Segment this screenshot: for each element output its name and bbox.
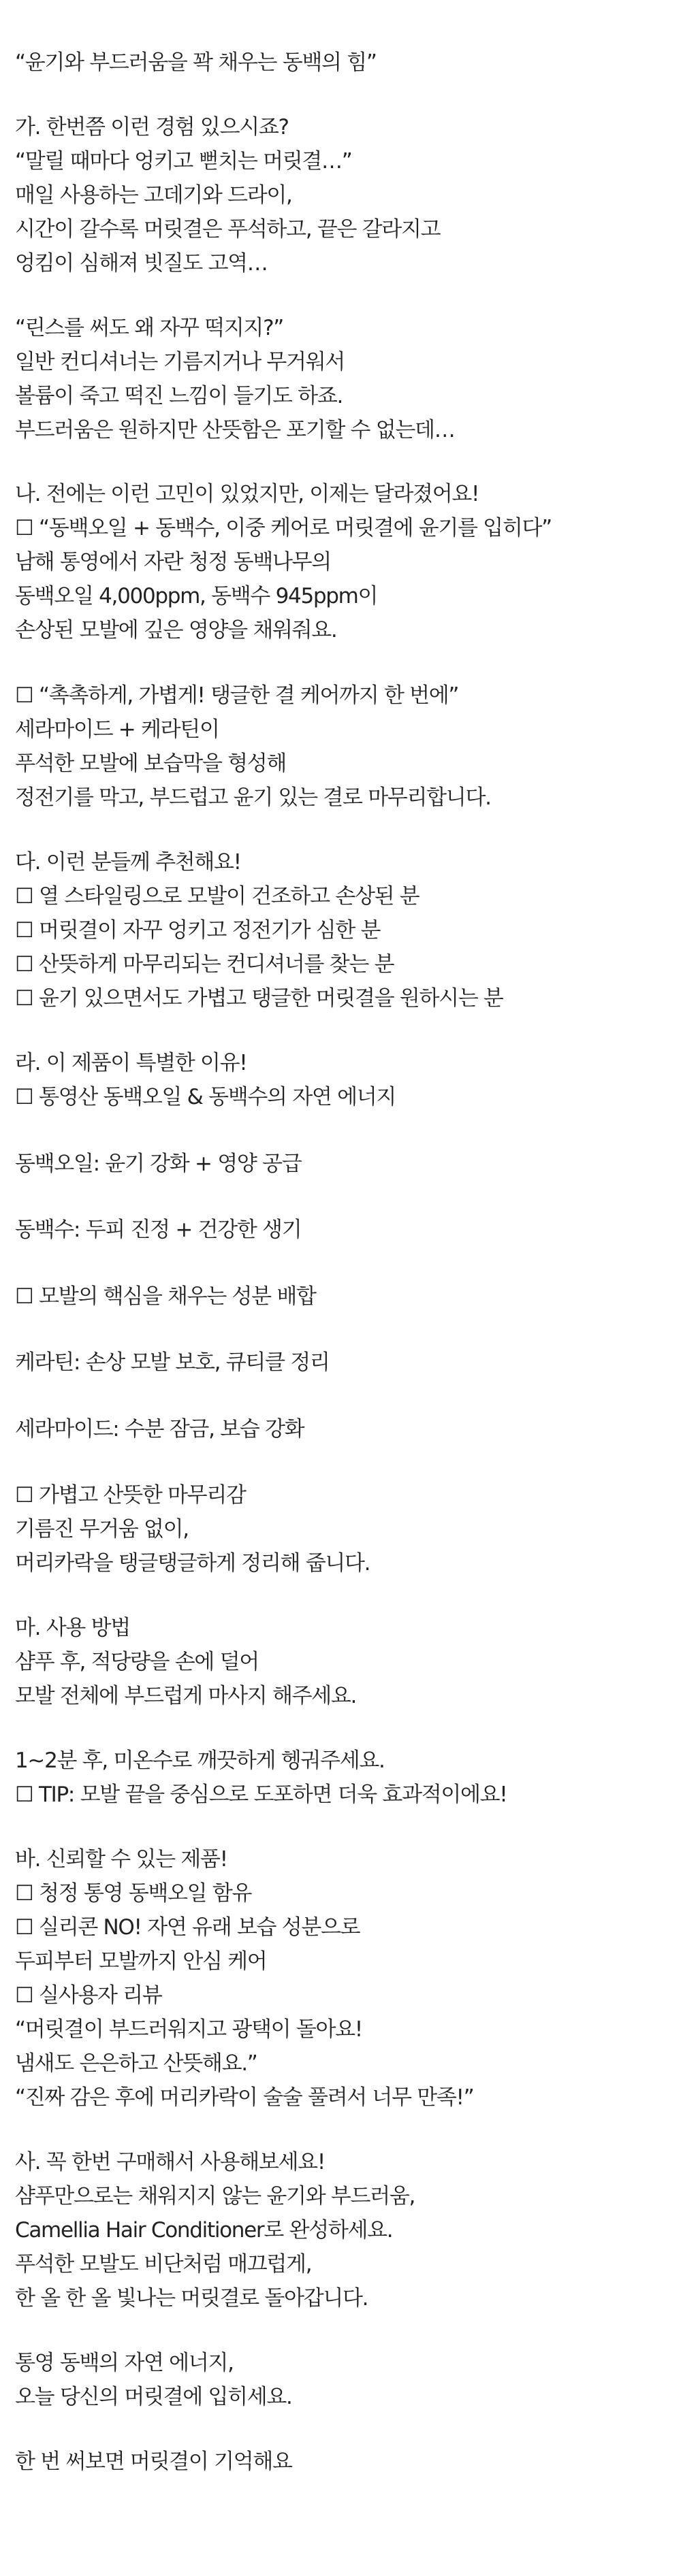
body-line: 일반 컨디셔너는 기름지거나 무거워서 xyxy=(15,350,345,374)
body-line: 푸석한 모발에 보습막을 형성해 xyxy=(15,751,287,776)
closing-line: 오늘 당신의 머릿결에 입히세요. xyxy=(15,2385,292,2409)
checkbox-item: ☐ 머릿결이 자꾸 엉키고 정전기가 심한 분 xyxy=(15,918,381,943)
body-line: 샴푸 후, 적당량을 손에 덜어 xyxy=(15,1650,259,1674)
tip-line: ☐ TIP: 모발 끝을 중심으로 도포하면 더욱 효과적이에요! xyxy=(15,1782,507,1807)
body-line: “린스를 써도 왜 자꾸 떡지지?” xyxy=(15,316,283,340)
body-line: 볼륨이 죽고 떡진 느낌이 들기도 하죠. xyxy=(15,384,343,408)
section-heading-na: 나. 전에는 이런 고민이 있었지만, 이제는 달라졌어요! xyxy=(15,482,479,506)
section-heading-ma: 마. 사용 방법 xyxy=(15,1616,130,1640)
checkbox-item: ☐ “동백오일 + 동백수, 이중 케어로 머릿결에 윤기를 입히다” xyxy=(15,516,552,540)
body-line: 엉킴이 심해져 빗질도 고역… xyxy=(15,251,268,276)
body-line: 모발 전체에 부드럽게 마사지 해주세요. xyxy=(15,1684,357,1708)
body-line: 손상된 모발에 깊은 영양을 채워줘요. xyxy=(15,618,337,642)
body-line: 시간이 갈수록 머릿결은 푸석하고, 끝은 갈라지고 xyxy=(15,217,441,242)
body-line: 기름진 무거움 없이, xyxy=(15,1517,189,1542)
closing-tagline: 한 번 써보면 머릿결이 기억해요 xyxy=(15,2449,292,2474)
body-line: 정전기를 막고, 부드럽고 윤기 있는 결로 마무리합니다. xyxy=(15,785,491,810)
section-heading-ga: 가. 한번쯤 이런 경험 있으시죠? xyxy=(15,115,289,140)
ingredient-line: 동백수: 두피 진정 + 건강한 생기 xyxy=(15,1218,302,1242)
body-line: 샴푸만으로는 채워지지 않는 윤기와 부드러움, xyxy=(15,2184,415,2208)
closing-line: 통영 동백의 자연 에너지, xyxy=(15,2351,234,2375)
checkbox-item: ☐ 열 스타일링으로 모발이 건조하고 손상된 분 xyxy=(15,884,419,909)
checkbox-item: ☐ “촉촉하게, 가볍게! 탱글한 결 케어까지 한 번에” xyxy=(15,683,459,708)
section-heading-ra: 라. 이 제품이 특별한 이유! xyxy=(15,1051,247,1075)
body-line: Camellia Hair Conditioner로 완성하세요. xyxy=(15,2218,393,2243)
checkbox-item: ☐ 실리콘 NO! 자연 유래 보습 성분으로 xyxy=(15,1915,360,1940)
section-heading-ba: 바. 신뢰할 수 있는 제품! xyxy=(15,1847,227,1872)
body-line: 부드러움은 원하지만 산뜻함은 포기할 수 없는데… xyxy=(15,418,455,442)
body-line: “말릴 때마다 엉키고 뻗치는 머릿결…” xyxy=(15,149,352,174)
checkbox-item: ☐ 모발의 핵심을 채우는 성분 배합 xyxy=(15,1284,316,1309)
body-line: 1~2분 후, 미온수로 깨끗하게 헹궈주세요. xyxy=(15,1748,385,1773)
review-quote: 냄새도 은은하고 산뜻해요.” xyxy=(15,2051,257,2076)
checkbox-item: ☐ 실사용자 리뷰 xyxy=(15,1983,162,2008)
ingredient-line: 세라마이드: 수분 잠금, 보습 강화 xyxy=(15,1417,304,1441)
section-heading-sa: 사. 꼭 한번 구매해서 사용해보세요! xyxy=(15,2150,325,2174)
body-line: 매일 사용하는 고데기와 드라이, xyxy=(15,183,292,208)
body-line: 동백오일 4,000ppm, 동백수 945ppm이 xyxy=(15,584,378,608)
section-heading-da: 다. 이런 분들께 추천해요! xyxy=(15,850,241,875)
checkbox-item: ☐ 통영산 동백오일 & 동백수의 자연 에너지 xyxy=(15,1085,396,1109)
ingredient-line: 케라틴: 손상 모발 보호, 큐티클 정리 xyxy=(15,1350,330,1375)
body-line: 두피부터 모발까지 안심 케어 xyxy=(15,1949,267,1974)
doc-title: “윤기와 부드러움을 꽉 채우는 동백의 힘” xyxy=(15,50,377,75)
body-line: 푸석한 모발도 비단처럼 매끄럽게, xyxy=(15,2252,312,2277)
checkbox-item: ☐ 가볍고 산뜻한 마무리감 xyxy=(15,1483,246,1507)
review-quote: “머릿결이 부드러워지고 광택이 돌아요! xyxy=(15,2017,362,2042)
checkbox-item: ☐ 청정 통영 동백오일 함유 xyxy=(15,1881,252,1906)
checkbox-item: ☐ 윤기 있으면서도 가볍고 탱글한 머릿결을 원하시는 분 xyxy=(15,986,503,1011)
review-quote: “진짜 감은 후에 머리카락이 술술 풀려서 너무 만족!” xyxy=(15,2085,474,2110)
body-line: 세라마이드 + 케라틴이 xyxy=(15,717,219,742)
ingredient-line: 동백오일: 윤기 강화 + 영양 공급 xyxy=(15,1152,302,1176)
body-line: 한 올 한 올 빛나는 머릿결로 돌아갑니다. xyxy=(15,2286,368,2311)
body-line: 남해 통영에서 자란 청정 동백나무의 xyxy=(15,550,331,574)
checkbox-item: ☐ 산뜻하게 마무리되는 컨디셔너를 찾는 분 xyxy=(15,952,394,977)
body-line: 머리카락을 탱글탱글하게 정리해 줍니다. xyxy=(15,1551,370,1576)
